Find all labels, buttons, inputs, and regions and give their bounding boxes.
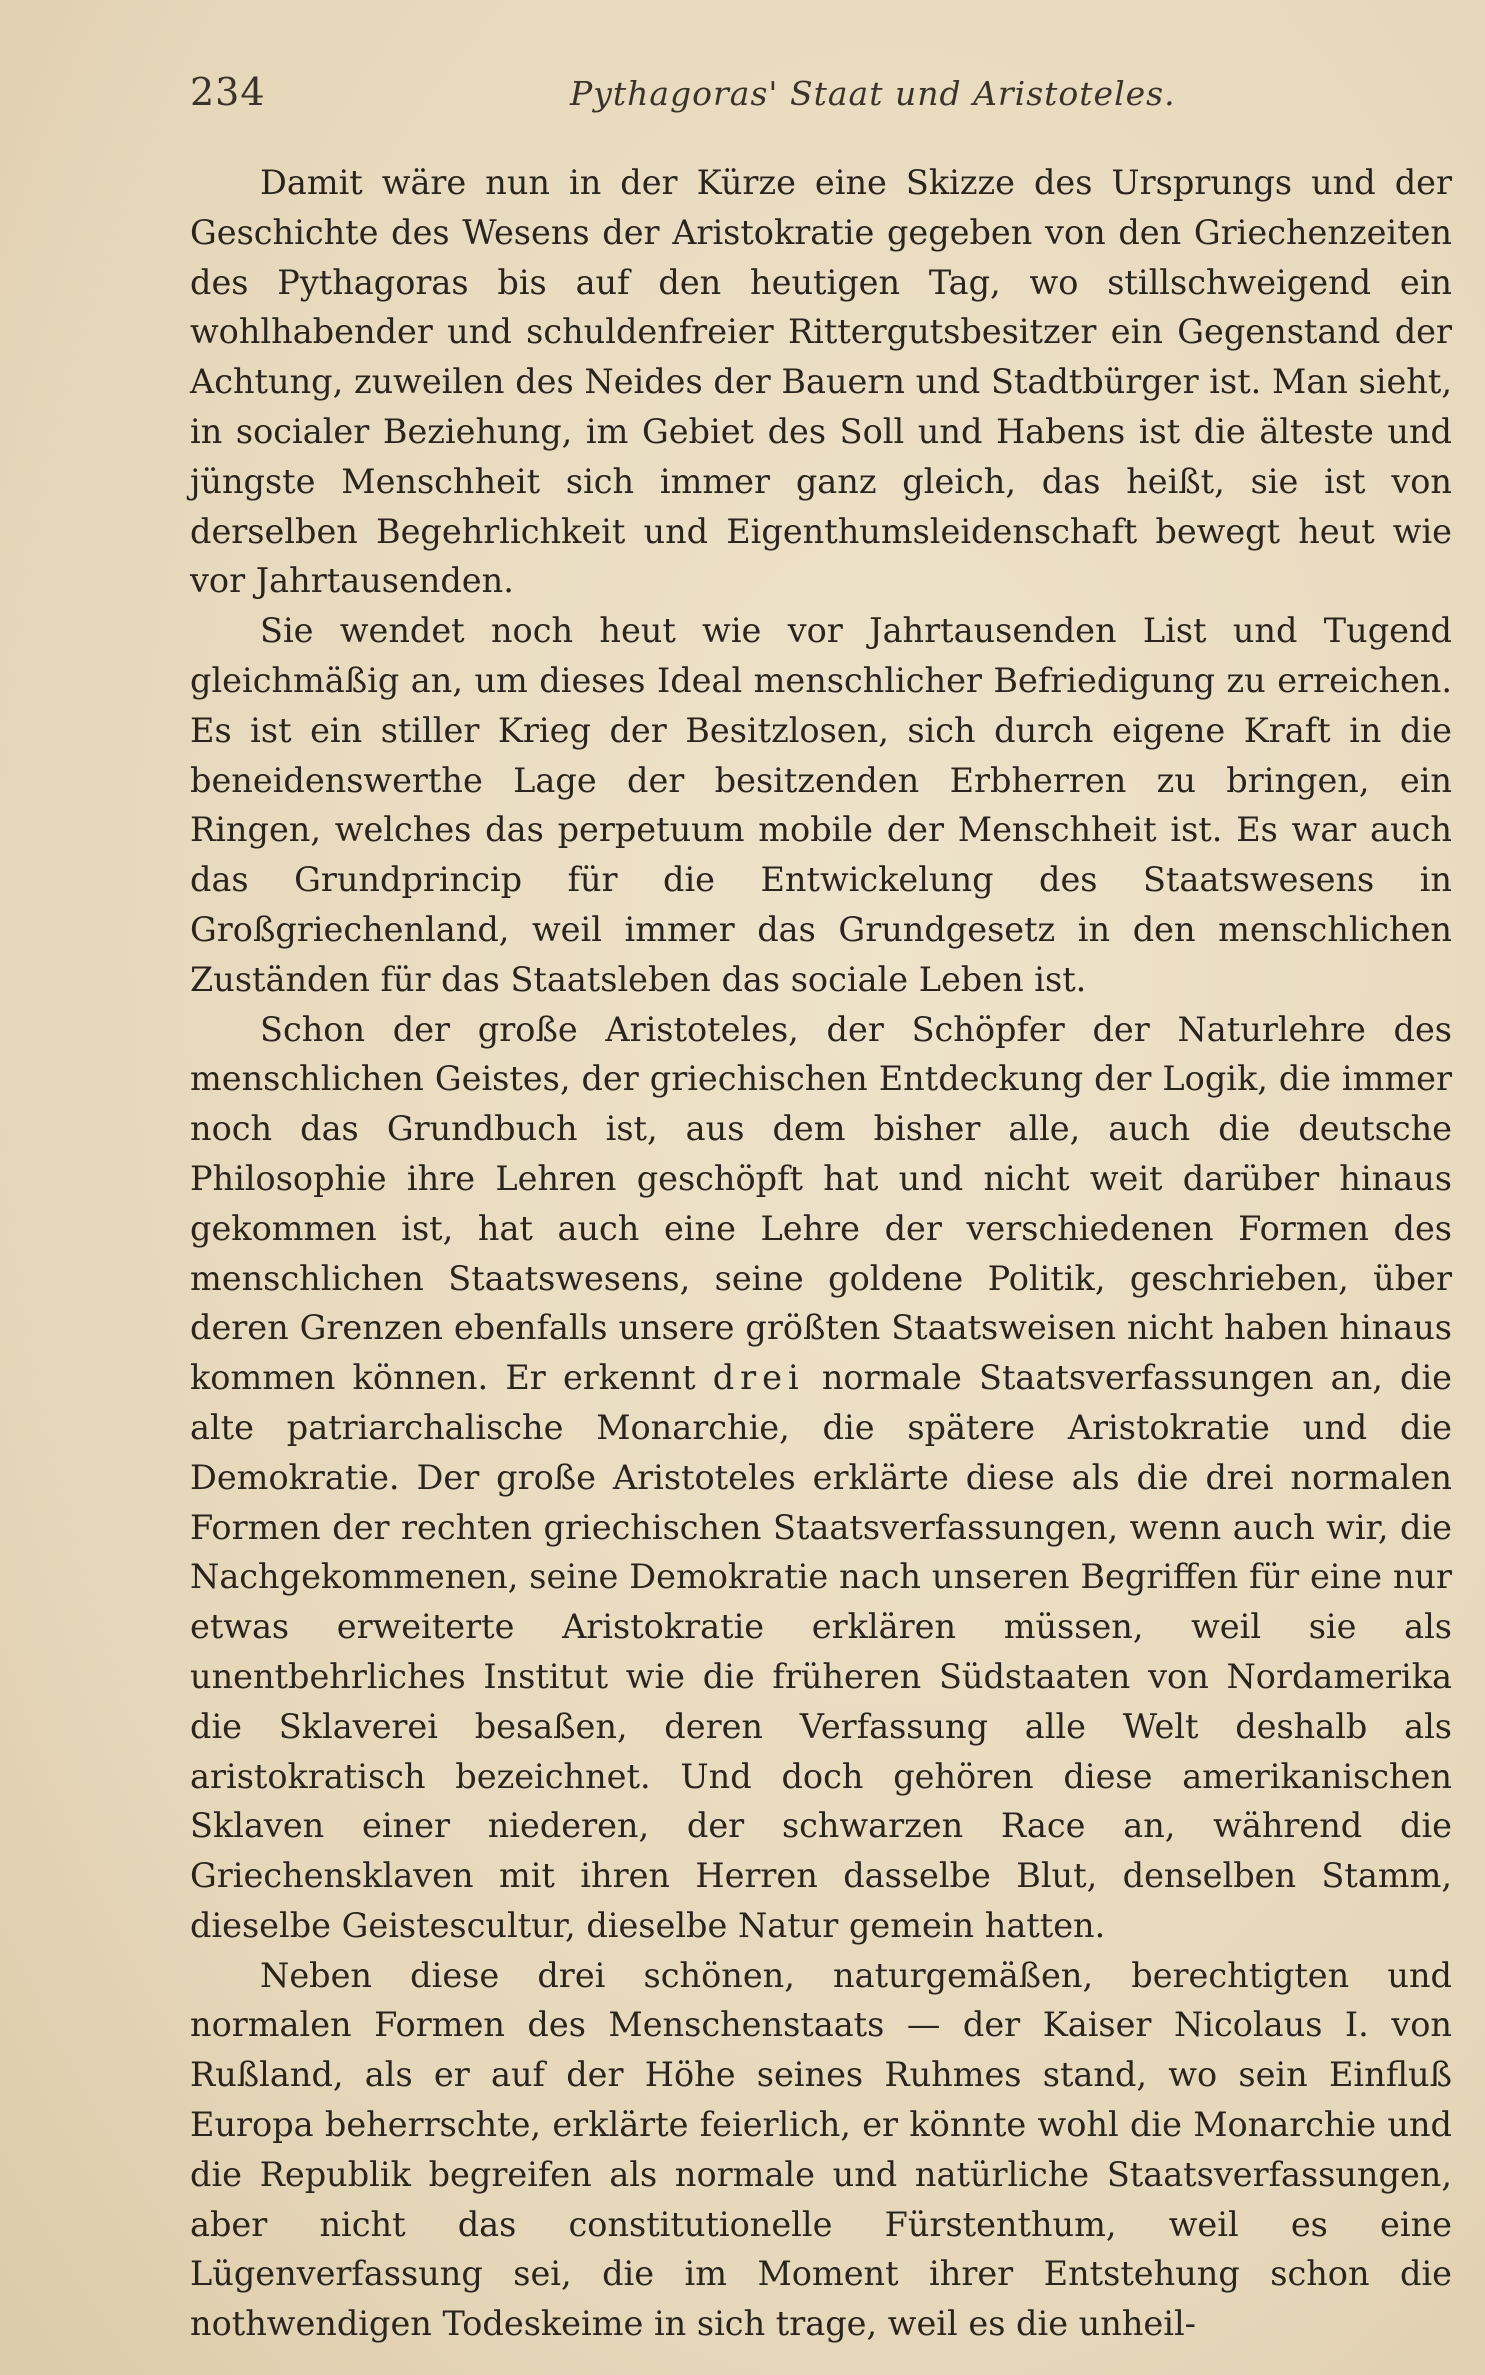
paragraph-1: Damit wäre nun in der Kürze eine Skizze des Ursprungs und der Geschichte des Wesens der Aristokratie gegeben von den Griechenzeiten des Pythagoras bis auf den heutigen Tag, wo stillschweigend ein wohlhabender und schuldenfreier Rittergutsbesitzer ein Gegenstand der Achtung, zuweilen des Neides der Bauern und Stadtbürger ist. Man sieht, in socialer Beziehung, im Gebiet des Soll und Habens ist die älteste und jüngste Menschheit sich immer ganz gleich, das heißt, sie ist von derselben Begehrlichkeit und Eigenthumsleidenschaft bewegt heut wie vor Jahrtausenden. <box>190 163 1452 601</box>
paragraph-3-text-before: Schon der große Aristoteles, der Schöpfer der Naturlehre des menschlichen Geistes, der griechischen Entdeckung der Logik, die immer noch das Grundbuch ist, aus dem bisher alle, auch die deutsche Philosophie ihre Lehren geschöpft hat und nicht weit darüber hinaus gekommen ist, hat auch eine Lehre der verschiedenen Formen des menschlichen Staatswesens, seine goldene Politik, geschrieben, über deren Grenzen ebenfalls unsere größten Staatsweisen nicht haben hinaus kommen können. Er erkennt <box>190 1009 1452 1398</box>
running-title: Pythagoras' Staat und Aristoteles. <box>570 74 1176 113</box>
paragraph-2: Sie wendet noch heut wie vor Jahrtausenden List und Tugend gleichmäßig an, um dieses Ideal menschlicher Befriedigung zu erreichen. Es ist ein stiller Krieg der Besitzlosen, sich durch eigene Kraft in die beneidenswerthe Lage der besitzenden Erbherren zu bringen, ein Ringen, welches das perpetuum mobile der Menschheit ist. Es war auch das Grundprincip für die Entwickelung des Staatswesens in Großgriechenland, weil immer das Grundgesetz in den menschlichen Zuständen für das Staatsleben das sociale Leben ist. <box>190 611 1452 999</box>
page-header <box>190 70 1350 120</box>
paragraph-3-text-after: normale Staatsverfassungen an, die alte patriarchalische Monarchie, die spätere Aristokratie und die Demokratie. Der große Aristoteles erklärte diese als die drei normalen Formen der rechten griechischen Staatsverfassungen, wenn auch wir, die Nachgekommenen, seine Demokratie nach unseren Begriffen für eine nur etwas erweiterte Aristokratie erklären müssen, weil sie als unentbehrliches Institut wie die früheren Südstaaten von Nordamerika die Sklaverei besaßen, deren Verfassung alle Welt deshalb als aristokratisch bezeichnet. Und doch gehören diese amerikanischen Sklaven einer niederen, der schwarzen Race an, während die Griechensklaven mit ihren Herren dasselbe Blut, denselben Stamm, dieselbe Geistescultur, dieselbe Natur gemein hatten. <box>190 1358 1452 1945</box>
paragraph-3-emphasis: drei <box>712 1358 805 1398</box>
paragraph-4: Neben diese drei schönen, naturgemäßen, berechtigten und normalen Formen des Menschenstaats — der Kaiser Nicolaus I. von Rußland, als er auf der Höhe seines Ruhmes stand, wo sein Einfluß Europa beherrschte, erklärte feierlich, er könnte wohl die Monarchie und die Republik begreifen als normale und natürliche Staatsverfassungen, aber nicht das constitutionelle Fürstenthum, weil es eine Lügenverfassung sei, die im Moment ihrer Entstehung schon die nothwendigen Todeskeime in sich trage, weil es die unheil- <box>190 1955 1452 2344</box>
paragraph-3 <box>190 1005 1452 1951</box>
page-number: 234 <box>190 70 266 114</box>
body-text <box>190 158 1452 2349</box>
